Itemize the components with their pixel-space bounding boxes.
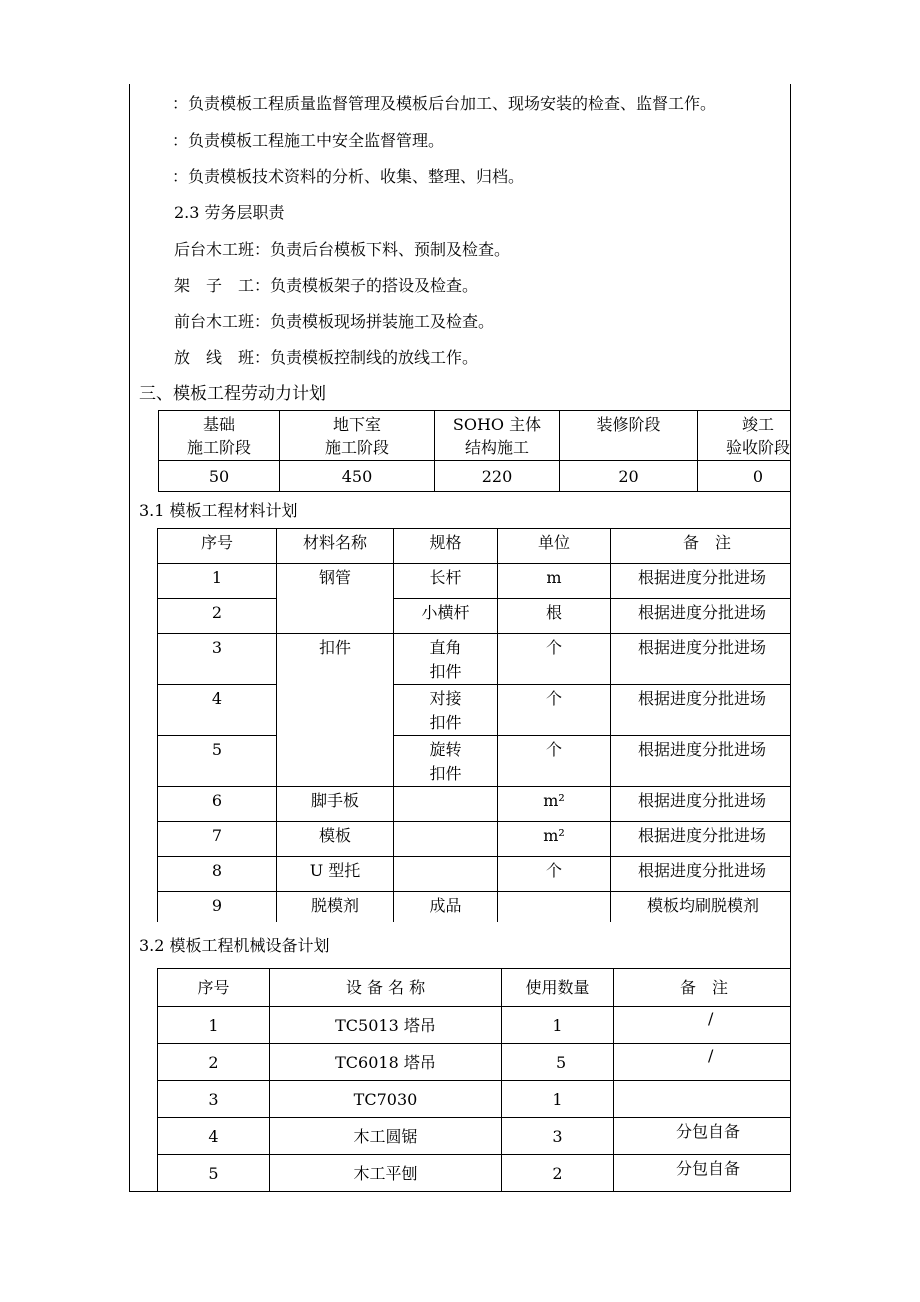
labor-duty (174, 312, 494, 332)
section-heading: 3.1 模板工程材料计划 (139, 501, 298, 520)
table-row (158, 736, 791, 787)
cell-unit: m² (498, 822, 611, 857)
cell-no: 9 (158, 892, 277, 923)
materials-header: 单位 (498, 529, 611, 564)
labor-header-cell: 基础 施工阶段 (159, 411, 280, 461)
labor-duty-text: 负责模板架子的搭设及检查。 (270, 276, 479, 295)
labor-value: 20 (560, 461, 698, 492)
labor-duty (174, 276, 478, 296)
cell-no: 8 (158, 857, 277, 892)
cell-note: 根据进度分批进场 (611, 564, 791, 599)
labor-duty-text: 负责模板现场拼装施工及检查。 (270, 312, 495, 331)
table-row (158, 787, 791, 822)
cell-unit: 个 (498, 857, 611, 892)
materials-header: 规格 (394, 529, 498, 564)
cell-no: 7 (158, 822, 277, 857)
materials-header: 材料名称 (277, 529, 394, 564)
cell-note: / (614, 1044, 791, 1081)
cell-name: TC5013 塔吊 (270, 1007, 502, 1044)
cell-spec: 成品 (394, 892, 498, 923)
table-row (158, 685, 791, 736)
cell-unit (498, 892, 611, 923)
section-heading: 3.2 模板工程机械设备计划 (139, 936, 330, 955)
cell-unit: 个 (498, 685, 611, 736)
labor-value: 450 (280, 461, 435, 492)
cell-no: 5 (158, 1155, 270, 1193)
cell-unit: m (498, 564, 611, 599)
table-row (158, 634, 791, 685)
labor-duty-label: 架 子 工： (174, 276, 271, 295)
labor-duty-text: 负责模板控制线的放线工作。 (270, 348, 479, 367)
labor-duty-label: 后台木工班： (174, 240, 271, 259)
table-row (158, 1044, 791, 1081)
cell-spec: 旋转扣件 (394, 736, 498, 787)
cell-no: 3 (158, 634, 277, 685)
cell-note: 根据进度分批进场 (611, 822, 791, 857)
cell-no: 2 (158, 599, 277, 634)
table-row (158, 564, 791, 599)
labor-header-cell: 竣工 验收阶段 (698, 411, 791, 461)
cell-name: 钢管 (277, 564, 394, 634)
cell-note: 分包自备 (614, 1118, 791, 1155)
cell-qty: 1 (502, 1007, 614, 1044)
labor-header-cell: 装修阶段 (560, 411, 698, 461)
cell-name: TC6018 塔吊 (270, 1044, 502, 1081)
cell-qty: 3 (502, 1118, 614, 1155)
cell-spec: 长杆 (394, 564, 498, 599)
cell-no: 6 (158, 787, 277, 822)
cell-note: 根据进度分批进场 (611, 857, 791, 892)
cell-note: 分包自备 (614, 1155, 791, 1193)
table-row (158, 857, 791, 892)
cell-name: 扣件 (277, 634, 394, 787)
cell-spec: 小横杆 (394, 599, 498, 634)
cell-name: U 型托 (277, 857, 394, 892)
table-row (158, 1155, 791, 1193)
cell-note: 根据进度分批进场 (611, 736, 791, 787)
cell-note: / (614, 1007, 791, 1044)
cell-spec: 对接扣件 (394, 685, 498, 736)
cell-qty: 2 (502, 1155, 614, 1193)
cell-no: 2 (158, 1044, 270, 1081)
table-row (158, 599, 791, 634)
materials-table (157, 528, 790, 922)
labor-header-cell: SOHO 主体 结构施工 (435, 411, 560, 461)
cell-note: 根据进度分批进场 (611, 787, 791, 822)
cell-spec (394, 857, 498, 892)
cell-name: 脱模剂 (277, 892, 394, 923)
labor-plan-table (158, 410, 790, 492)
cell-note (614, 1081, 791, 1118)
cell-spec (394, 787, 498, 822)
cell-qty: 1 (502, 1081, 614, 1118)
cell-no: 1 (158, 1007, 270, 1044)
cell-unit: 个 (498, 736, 611, 787)
cell-unit: 个 (498, 634, 611, 685)
cell-note: 根据进度分批进场 (611, 634, 791, 685)
cell-note: 根据进度分批进场 (611, 599, 791, 634)
equipment-header: 序号 (158, 969, 270, 1007)
materials-header: 备 注 (611, 529, 791, 564)
labor-value: 50 (159, 461, 280, 492)
cell-note: 根据进度分批进场 (611, 685, 791, 736)
section-heading: 2.3 劳务层职责 (174, 203, 285, 222)
cell-spec: 直角扣件 (394, 634, 498, 685)
labor-duty-text: 负责后台模板下料、预制及检查。 (270, 240, 511, 259)
section-heading: 三、模板工程劳动力计划 (139, 384, 326, 404)
equipment-header: 备 注 (614, 969, 791, 1007)
labor-value: 220 (435, 461, 560, 492)
materials-header: 序号 (158, 529, 277, 564)
equipment-clip (157, 968, 790, 1192)
table-row (158, 892, 791, 923)
cell-name: 模板 (277, 822, 394, 857)
cell-qty: 5 (502, 1044, 614, 1081)
labor-duty (174, 240, 510, 260)
duty-line: ：负责模板工程质量监督管理及模板后台加工、现场安装的检查、监督工作。 (172, 94, 717, 113)
cell-no: 5 (158, 736, 277, 787)
table-row (158, 822, 791, 857)
labor-duty-label: 放 线 班： (174, 348, 271, 367)
labor-duty-label: 前台木工班： (174, 312, 271, 331)
labor-plan-clip (158, 410, 790, 494)
labor-value: 0 (698, 461, 791, 492)
equipment-header: 设 备 名 称 (270, 969, 502, 1007)
cell-unit: 根 (498, 599, 611, 634)
cell-no: 4 (158, 685, 277, 736)
equipment-header: 使用数量 (502, 969, 614, 1007)
duty-line: ：负责模板技术资料的分析、收集、整理、归档。 (172, 167, 525, 186)
labor-duty (174, 348, 478, 368)
table-row (158, 1007, 791, 1044)
cell-name: 脚手板 (277, 787, 394, 822)
cell-note: 模板均刷脱模剂 (611, 892, 791, 923)
table-row (158, 1118, 791, 1155)
cell-no: 1 (158, 564, 277, 599)
materials-clip (157, 528, 790, 922)
cell-unit: m² (498, 787, 611, 822)
cell-no: 3 (158, 1081, 270, 1118)
duty-line: ：负责模板工程施工中安全监督管理。 (172, 131, 445, 150)
cell-no: 4 (158, 1118, 270, 1155)
cell-name: TC7030 (270, 1081, 502, 1118)
cell-name: 木工平刨 (270, 1155, 502, 1193)
cell-spec (394, 822, 498, 857)
table-row (158, 1081, 791, 1118)
labor-header-cell: 地下室 施工阶段 (280, 411, 435, 461)
equipment-table (157, 968, 790, 1192)
cell-name: 木工圆锯 (270, 1118, 502, 1155)
